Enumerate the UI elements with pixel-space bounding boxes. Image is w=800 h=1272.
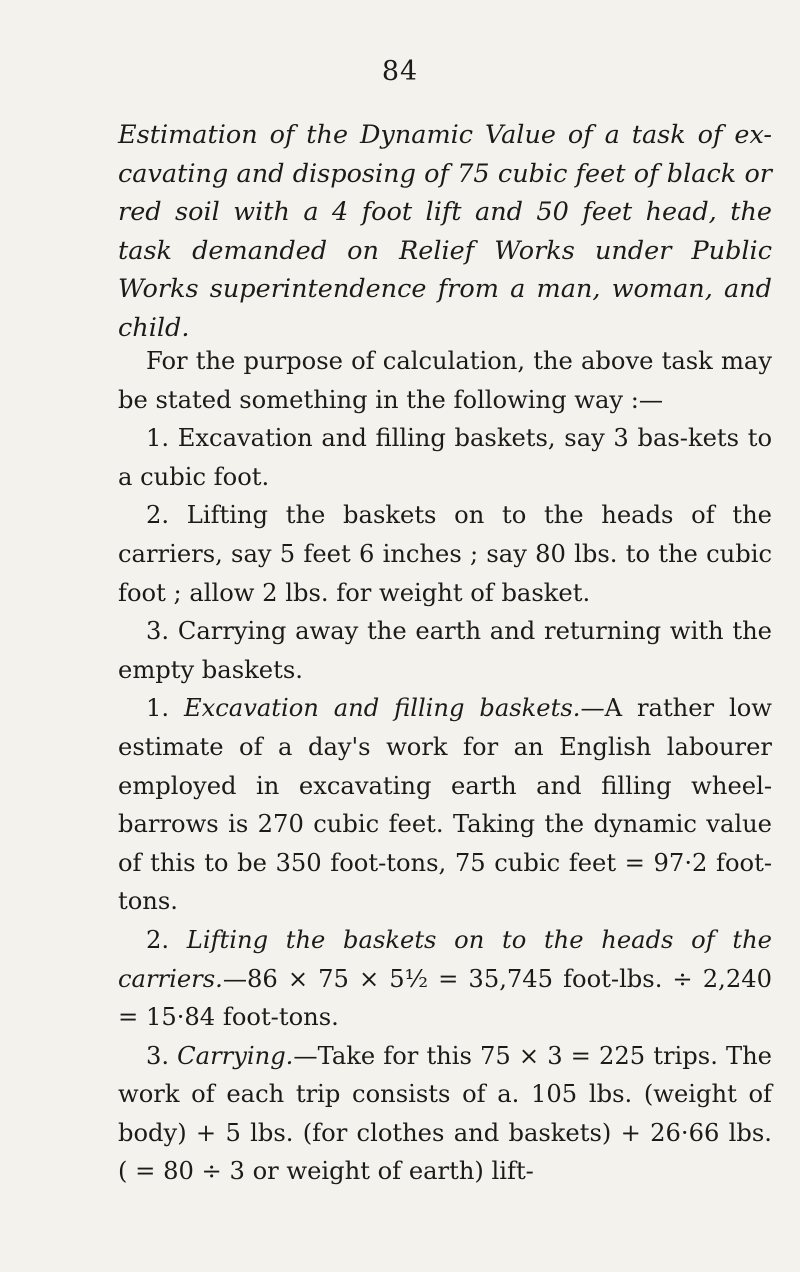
section-excavation [118,689,772,921]
section-text: —86 × 75 × 5½ = 35,745 foot-lbs. ÷ 2,240 = 15·84 foot-tons. [118,964,772,1032]
section-title: Estimation of the Dynamic Value of a task of ex-cavating and disposing of 75 cubic feet of black or red soil with a 4 foot lift and 50 feet head, the task demanded on Relief Works under Public Works superintendence from a man, woman, and child. [118,120,772,343]
section-heading: Lifting the baskets on to the heads of the carriers. [118,925,772,993]
body-text [118,342,772,1191]
section-heading: Excavation and filling baskets. [183,694,581,723]
section-heading: Carrying. [177,1041,294,1070]
section-number: 2. [146,925,170,954]
title-block [118,116,772,347]
intro-paragraph: For the purpose of calculation, the above task may be stated something in the following way :— [118,347,772,414]
section-text: —Take for this 75 × 3 = 225 trips. The work of each trip consists of a. 105 lbs. (weight of body) + 5 lbs. (for clothes and baskets) + 26·66 lbs. ( = 80 ÷ 3 or weight of earth) lift- [118,1041,772,1186]
section-number: 1. [146,694,170,723]
list-item-lifting: 2. Lifting the baskets on to the heads of the carriers, say 5 feet 6 inches ; say 80 lbs. to the cubic foot ; allow 2 lbs. for weight of basket. [118,501,772,607]
list-item-carrying: 3. Carrying away the earth and returning with the empty baskets. [118,617,772,684]
section-text: —A rather low estimate of a day's work for an English labourer employed in excavating earth and filling wheel-barrows is 270 cubic feet. Taking the dynamic value of this to be 350 foot-tons, 75 cubic feet = 97·2 foot-tons. [118,694,772,916]
section-lifting [118,921,772,1037]
list-item-excavation: 1. Excavation and filling baskets, say 3 bas-kets to a cubic foot. [118,424,772,491]
page-number: 84 [381,56,419,87]
section-carrying [118,1037,772,1191]
section-number: 3. [146,1041,170,1070]
